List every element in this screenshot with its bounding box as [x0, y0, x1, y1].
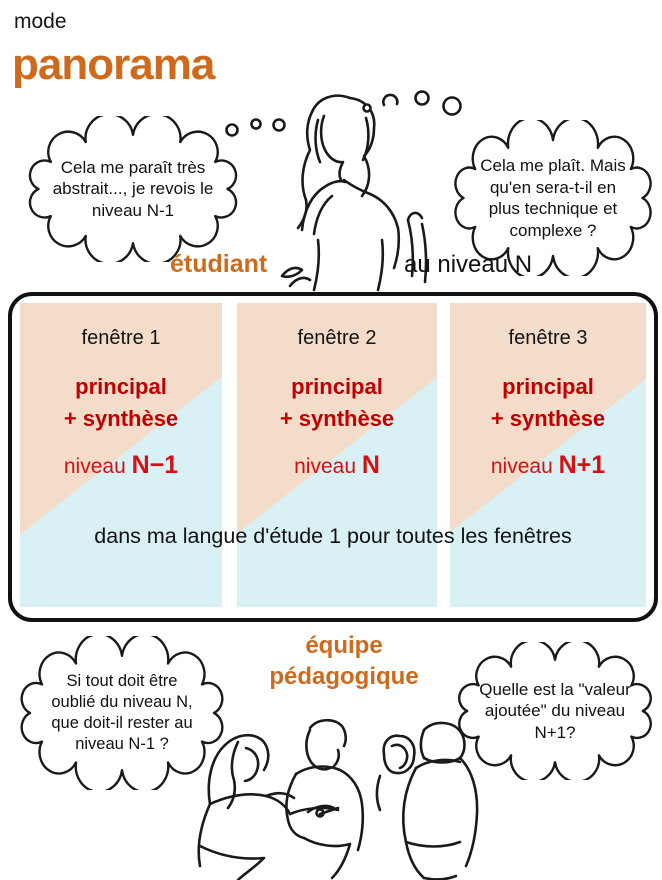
window-content-label	[20, 371, 222, 435]
window-main-line: + synthèse	[63, 406, 179, 431]
bubble-line: Cela me paraît très	[60, 157, 206, 177]
window-content-label	[450, 371, 646, 435]
window-main-line: principal	[502, 374, 594, 399]
team-role-line: pédagogique	[269, 663, 419, 690]
window-panel-3	[450, 303, 646, 607]
team-question-right-text	[464, 656, 646, 766]
bubble-line: ajoutée" du niveau	[484, 701, 626, 721]
window-title: fenêtre 2	[297, 327, 377, 349]
bubble-line: complexe ?	[509, 220, 597, 240]
window-main-line: + synthèse	[279, 406, 395, 431]
bubble-line: abstrait..., je revois le	[52, 179, 214, 199]
student-role-label: étudiant	[170, 250, 268, 278]
level-value: N	[361, 451, 380, 479]
window-content-label	[237, 371, 437, 435]
level-value: N+1	[558, 451, 606, 479]
team-role-label	[236, 630, 452, 692]
window-level-label	[20, 451, 222, 480]
thought-dots	[220, 85, 470, 145]
window-level-label	[237, 451, 437, 480]
window-main-line: principal	[291, 374, 383, 399]
windows-footer-label: dans ma langue d'étude 1 pour toutes les fenêtres	[94, 524, 572, 548]
bubble-line: niveau N-1	[91, 200, 175, 220]
window-main-line: principal	[75, 374, 167, 399]
level-prefix: niveau	[63, 455, 132, 478]
bubble-line: oublié du niveau N,	[51, 693, 193, 711]
bubble-line: N+1?	[534, 722, 576, 742]
bubble-line: que doit-il rester au	[51, 714, 193, 732]
bubble-line: qu'en sera-t-il en	[489, 177, 617, 197]
bubble-line: plus technique et	[488, 199, 618, 218]
window-main-line: + synthèse	[490, 406, 606, 431]
level-prefix: niveau	[490, 455, 559, 478]
window-level-label	[450, 451, 646, 480]
student-doubt-bubble	[20, 116, 246, 262]
team-role-line: équipe	[305, 632, 383, 659]
student-doubt-text	[34, 130, 232, 248]
team-figure-drawing	[172, 696, 482, 880]
window-title: fenêtre 3	[508, 327, 588, 349]
student-curiosity-text	[460, 134, 646, 262]
bubble-line: Cela me plaît. Mais	[480, 156, 626, 175]
window-title: fenêtre 1	[81, 327, 161, 349]
bubble-line: niveau N-1 ?	[75, 735, 169, 753]
level-value: N−1	[131, 451, 179, 479]
level-prefix: niveau	[294, 455, 362, 478]
mode-label: mode	[14, 10, 67, 33]
window-panel-1	[20, 303, 222, 607]
bubble-line: Quelle est la "valeur	[479, 679, 631, 699]
window-panel-2	[237, 303, 437, 607]
bubble-line: Si tout doit être	[66, 672, 178, 690]
page-title: panorama	[12, 40, 215, 89]
student-level-label: au niveau N	[404, 251, 533, 278]
